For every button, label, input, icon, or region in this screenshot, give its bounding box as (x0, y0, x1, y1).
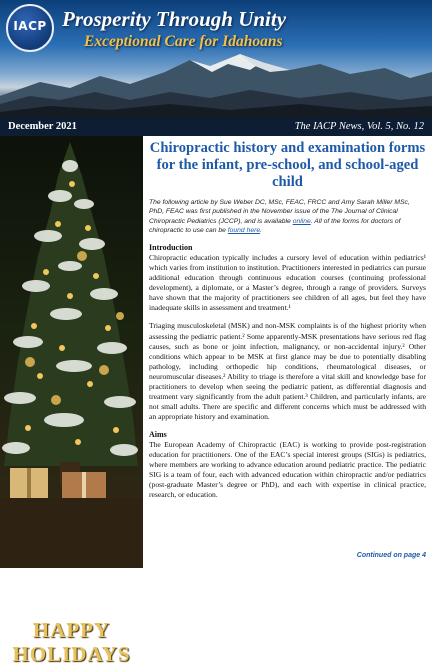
masthead-title: Prosperity Through Unity (62, 7, 287, 31)
issue-bar (0, 118, 432, 136)
online-link[interactable]: online (292, 217, 311, 225)
body-paragraph: Triaging musculoskeletal (MSK) and non-MSK complaints is of the highest priority when assessing the pediatric patient.² Some apparently-MSK presentations have serious red flag causes, such as bone or joint infection, malignancy, or non-accidental injury.² Other conditions which appear to be MSK at first glance may be due to potentially disabling pathology, including orthopedic hip conditions, rheumatological diseases, or neuromuscular diseases.² Ability to triage is therefore a vital skill and knowledge base for practitioners to develop when seeing the pediatric patient, as differential diagnosis and treatment vary significantly from the adult patient.³ Children, and particularly infants, are not small adults. There are specific and different concerns which must be addressed with an appropriate history and examination. (149, 321, 426, 421)
christmas-tree-photo (0, 136, 143, 666)
intro-text: The following article by Sue Weber DC, MSc, FEAC, FRCC and Amy Sarah Miller MSc, PhD, FEAC was first published in the November issue of the The Journal of Clinical Chiropractic Pediatrics (JCCP), and is available (149, 199, 410, 225)
christmas-tree-image (0, 136, 143, 568)
masthead-subtitle: Exceptional Care for Idahoans (84, 33, 283, 50)
article (149, 140, 426, 500)
body-paragraph: Chiropractic education typically includes a cursory level of education within pediatrics¹ which varies from institution to institution. Practitioners interested in pediatrics can pursue additional education through continuous education courses (continuing professional development), a diplomate, or a Master’s degree, through a range of providers. Surveys have shown that the majority of practitioners see children of all ages, but feel they have inadequate skills in assessment and treatment.¹ (149, 253, 426, 313)
section-heading-aims: Aims (149, 429, 167, 439)
article-headline: Chiropractic history and examination forms for the infant, pre-school, and school-aged child (149, 140, 426, 190)
iacp-logo (6, 4, 54, 52)
masthead-banner (0, 0, 432, 118)
logo-text: IACP (13, 19, 47, 33)
continued-on-page-link[interactable]: Continued on page 4 (356, 552, 426, 559)
holiday-greeting-line1: HAPPY (32, 618, 111, 642)
found-here-link[interactable]: found here (227, 226, 261, 234)
issue-date: December 2021 (8, 121, 77, 132)
section-heading-introduction: Introduction (149, 243, 193, 253)
article-intro (149, 198, 426, 235)
intro-text: . (260, 226, 262, 234)
issue-volume: The IACP News, Vol. 5, No. 12 (294, 121, 424, 132)
intro-text: . All of the forms for doctors of chiropractic to use can be (149, 217, 401, 234)
holiday-greeting-line2: HOLIDAYS (12, 642, 131, 666)
body-paragraph: The European Academy of Chiropractic (EAC) is working to provide post-registration education for practitioners. One of the EAC’s special interest groups (SIGs) is pediatrics, where members are working to advance education around pediatric practice. The pediatric SIG is a team of four, each with advanced education within chiropractic and/or pediatrics (post-graduate Master’s degree or PhD), and each with expertise in clinical practice, research, or education. (149, 439, 426, 500)
